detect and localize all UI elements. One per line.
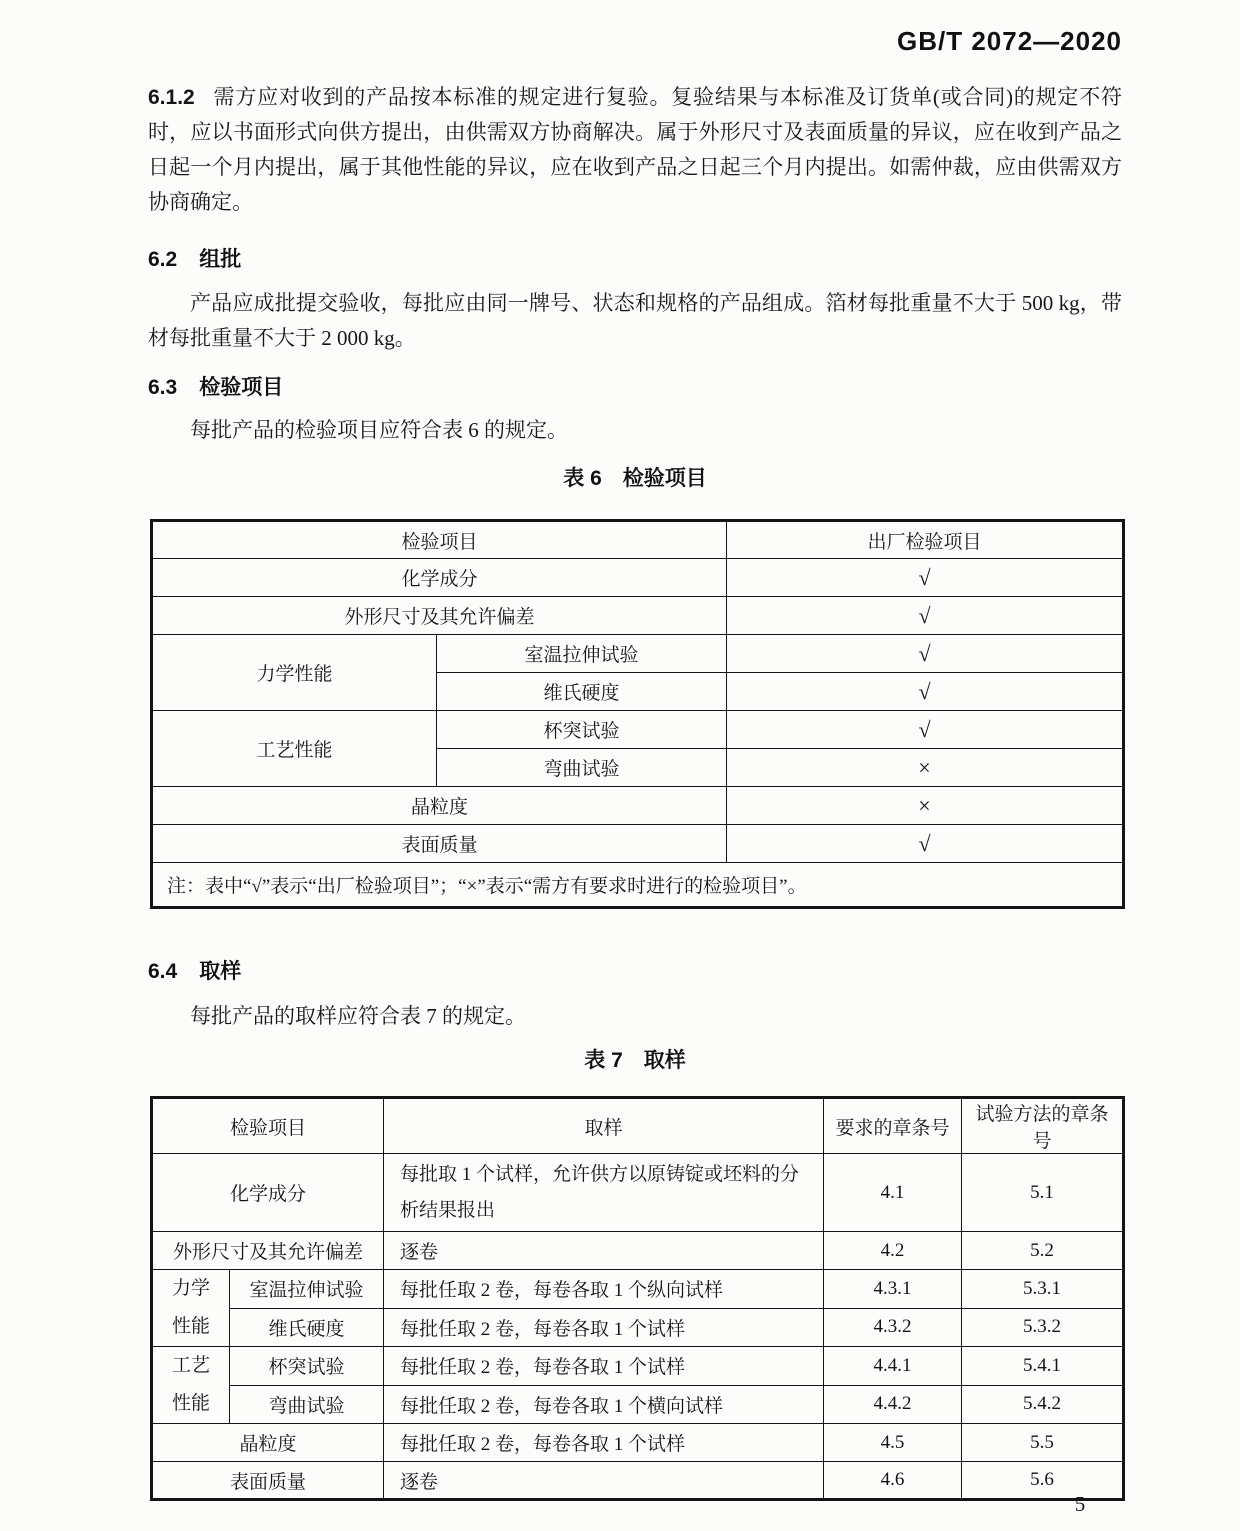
table-7-req-dimensions: 4.2 (824, 1232, 962, 1270)
table-6-mark-surface: √ (727, 825, 1124, 863)
table-7-header-row (152, 1098, 1124, 1154)
table-7-req-vickers: 4.3.2 (824, 1308, 962, 1347)
table-6-header-item: 检验项目 (152, 521, 727, 559)
table-7-req-surface: 4.6 (824, 1462, 962, 1500)
table-7-item-chemical: 化学成分 (152, 1154, 384, 1232)
table-7-sampling-grain: 每批任取 2 卷，每卷各取 1 个试样 (384, 1424, 824, 1462)
table-7-header-item: 检验项目 (152, 1098, 384, 1154)
standard-code: GB/T 2072—2020 (896, 26, 1122, 56)
heading-6-2 (148, 243, 241, 273)
table-7 (150, 1096, 1125, 1501)
table-7-req-cupping: 4.4.1 (824, 1347, 962, 1386)
table-6-item-bending: 弯曲试验 (437, 749, 727, 787)
table-row (152, 1154, 1124, 1232)
table-6-item-vickers: 维氏硬度 (437, 673, 727, 711)
table-row (152, 635, 1124, 673)
table-6-note: 注：表中“√”表示“出厂检验项目”；“×”表示“需方有要求时进行的检验项目”。 (152, 863, 1124, 908)
table-6-mark-cupping: √ (727, 711, 1124, 749)
table-7-method-vickers: 5.3.2 (962, 1308, 1124, 1347)
table-7-sampling-surface: 逐卷 (384, 1462, 824, 1500)
table-7-method-tensile: 5.3.1 (962, 1270, 1124, 1309)
table-6-item-surface: 表面质量 (152, 825, 727, 863)
table-7-sampling-cupping: 每批任取 2 卷，每卷各取 1 个试样 (384, 1347, 824, 1386)
clause-6-1-2 (148, 80, 1122, 220)
table-6-mark-tensile: √ (727, 635, 1124, 673)
table-7-header-sampling: 取样 (384, 1098, 824, 1154)
table-7-item-surface: 表面质量 (152, 1462, 384, 1500)
table-6-mark-chemical: √ (727, 559, 1124, 597)
page-number: 5 (1074, 1492, 1086, 1516)
table-7-item-vickers: 维氏硬度 (230, 1308, 384, 1347)
table-6-note-row (152, 863, 1124, 908)
table-6-item-dimensions: 外形尺寸及其允许偏差 (152, 597, 727, 635)
table-7-item-cupping: 杯突试验 (230, 1347, 384, 1386)
table-7-item-bending: 弯曲试验 (230, 1385, 384, 1424)
table-7-group-mechanical: 力学性能 (152, 1270, 230, 1347)
table-row (152, 787, 1124, 825)
table-7-header-method: 试验方法的章条号 (962, 1098, 1124, 1154)
table-7-method-dimensions: 5.2 (962, 1232, 1124, 1270)
table-row (152, 1308, 1124, 1347)
clause-6-1-2-number: 6.1.2 (148, 86, 195, 109)
heading-6-2-number: 6.2 (148, 248, 178, 271)
table-row (152, 825, 1124, 863)
table-6-item-chemical: 化学成分 (152, 559, 727, 597)
table-7-req-grain: 4.5 (824, 1424, 962, 1462)
table-row (152, 1270, 1124, 1309)
table-6-title: 表 6 检验项目 (563, 467, 707, 490)
table-7-req-tensile: 4.3.1 (824, 1270, 962, 1309)
table-7-sampling-vickers: 每批任取 2 卷，每卷各取 1 个试样 (384, 1308, 824, 1347)
table-7-method-bending: 5.4.2 (962, 1385, 1124, 1424)
heading-6-2-title: 组批 (199, 248, 242, 271)
table-6-group-process: 工艺性能 (152, 711, 437, 787)
table-6-item-tensile: 室温拉伸试验 (437, 635, 727, 673)
table-row (152, 1424, 1124, 1462)
heading-6-4 (148, 955, 241, 985)
table-7-title: 表 7 取样 (584, 1049, 686, 1072)
clause-6-2-text: 产品应成批提交验收，每批应由同一牌号、状态和规格的产品组成。箔材每批重量不大于 500 kg，带材每批重量不大于 2 000 kg。 (148, 291, 1122, 350)
table-7-method-grain: 5.5 (962, 1424, 1124, 1462)
table-6-mark-bending: × (727, 749, 1124, 787)
heading-6-4-number: 6.4 (148, 960, 178, 983)
table-row (152, 559, 1124, 597)
clause-6-1-2-text: 需方应对收到的产品按本标准的规定进行复验。复验结果与本标准及订货单(或合同)的规定不符时，应以书面形式向供方提出，由供需双方协商解决。属于外形尺寸及表面质量的异议，应在收到产品之日起一个月内提出，属于其他性能的异议，应在收到产品之日起三个月内提出。如需仲裁，应由供需双方协商确定。 (148, 85, 1122, 214)
table-6 (150, 519, 1125, 909)
heading-6-3 (148, 371, 283, 401)
table-row (152, 1462, 1124, 1500)
heading-6-4-title: 取样 (199, 960, 242, 983)
table-7-item-grain: 晶粒度 (152, 1424, 384, 1462)
table-6-item-cupping: 杯突试验 (437, 711, 727, 749)
table-7-item-tensile: 室温拉伸试验 (230, 1270, 384, 1309)
table-row (152, 1232, 1124, 1270)
table-7-req-bending: 4.4.2 (824, 1385, 962, 1424)
table-7-sampling-bending: 每批任取 2 卷，每卷各取 1 个横向试样 (384, 1385, 824, 1424)
clause-6-4-text: 每批产品的取样应符合表 7 的规定。 (190, 1004, 526, 1028)
table-6-group-mechanical: 力学性能 (152, 635, 437, 711)
table-7-header-requirement: 要求的章条号 (824, 1098, 962, 1154)
table-6-item-grain: 晶粒度 (152, 787, 727, 825)
heading-6-3-title: 检验项目 (199, 376, 284, 399)
table-6-mark-vickers: √ (727, 673, 1124, 711)
table-7-sampling-dimensions: 逐卷 (384, 1232, 824, 1270)
table-7-method-surface: 5.6 (962, 1462, 1124, 1500)
clause-6-3-text: 每批产品的检验项目应符合表 6 的规定。 (190, 418, 568, 442)
table-7-group-process: 工艺性能 (152, 1347, 230, 1424)
table-7-item-dimensions: 外形尺寸及其允许偏差 (152, 1232, 384, 1270)
table-6-header-factory: 出厂检验项目 (727, 521, 1124, 559)
table-6-mark-grain: × (727, 787, 1124, 825)
table-7-req-chemical: 4.1 (824, 1154, 962, 1232)
table-6-header-row (152, 521, 1124, 559)
table-row (152, 1347, 1124, 1386)
heading-6-3-number: 6.3 (148, 376, 178, 399)
table-7-method-chemical: 5.1 (962, 1154, 1124, 1232)
table-6-mark-dimensions: √ (727, 597, 1124, 635)
table-7-sampling-tensile: 每批任取 2 卷，每卷各取 1 个纵向试样 (384, 1270, 824, 1309)
table-7-sampling-chemical: 每批取 1 个试样，允许供方以原铸锭或坯料的分析结果报出 (384, 1154, 824, 1232)
table-row (152, 1385, 1124, 1424)
table-row (152, 597, 1124, 635)
table-row (152, 711, 1124, 749)
table-7-method-cupping: 5.4.1 (962, 1347, 1124, 1386)
